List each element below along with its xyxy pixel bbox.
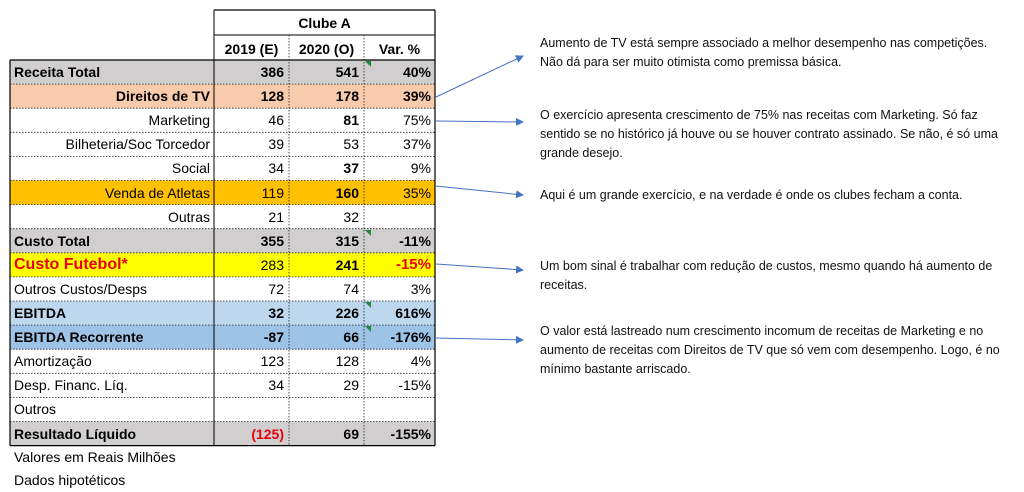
value-2019: 355 — [260, 232, 284, 249]
value-var: -15% — [395, 255, 431, 273]
value-2020: 53 — [343, 136, 359, 153]
row-label: Social — [171, 160, 210, 177]
row-label: Receita Total — [14, 64, 101, 80]
value-2020: 160 — [335, 184, 359, 201]
value-var: 39% — [402, 88, 431, 105]
value-var: 40% — [402, 64, 431, 80]
value-2020: 226 — [335, 305, 359, 321]
row-label: Direitos de TV — [115, 88, 210, 105]
arrow-ebitda — [436, 338, 523, 340]
footnote-hypothetical: Dados hipotéticos — [14, 472, 126, 488]
value-2019: 46 — [268, 112, 284, 129]
header-2019: 2019 (E) — [224, 41, 279, 57]
note-marketing: O exercício apresenta crescimento de 75% nas receitas com Marketing. Só faz sentido se no histórico já houve ou se houver contrato assinado. Se não, é só uma grande desejo. — [540, 108, 998, 160]
value-2019: (125) — [251, 425, 284, 442]
note-ebitda: O valor está lastreado num crescimento incomum de receitas de Marketing e no aumento de receitas com Direitos de TV que só vem com desempenho. Logo, é no mínimo bastante arriscado. — [540, 324, 1000, 376]
row-label: EBITDA Recorrente — [14, 329, 144, 346]
row-label: Outras — [167, 208, 210, 225]
value-2019: 21 — [268, 208, 284, 225]
value-2020: 37 — [343, 160, 359, 177]
value-2020: 81 — [343, 112, 359, 129]
value-2020: 128 — [335, 353, 359, 370]
value-2019: 34 — [268, 377, 284, 394]
value-2020: 315 — [335, 232, 359, 249]
arrow-tv — [436, 56, 523, 97]
value-2019: 119 — [261, 184, 284, 201]
value-2019: 386 — [260, 64, 284, 80]
row-label: Venda de Atletas — [104, 184, 210, 201]
value-var: -155% — [390, 425, 431, 442]
value-var: 4% — [410, 353, 431, 370]
arrow-marketing — [436, 121, 523, 122]
value-2020: 74 — [343, 280, 359, 297]
row-label: Amortização — [14, 353, 92, 370]
value-var: -15% — [398, 377, 431, 394]
cell-marker — [365, 302, 371, 308]
cell-marker — [365, 61, 371, 67]
value-2019: 32 — [268, 305, 284, 321]
value-var: 37% — [402, 136, 431, 153]
value-2020: 241 — [335, 256, 359, 273]
row-label: Custo Futebol* — [14, 255, 128, 273]
row-label: Outros — [14, 401, 57, 418]
value-var: 616% — [395, 305, 431, 321]
row-label: EBITDA — [14, 305, 67, 321]
note-athletes: Aqui é um grande exercício, e na verdade é onde os clubes fecham a conta. — [540, 188, 963, 202]
value-var: 9% — [410, 160, 431, 177]
value-var: 75% — [402, 112, 431, 129]
value-2019: 123 — [260, 353, 284, 370]
value-2019: 34 — [268, 160, 284, 177]
value-2019: 128 — [260, 88, 284, 105]
value-var: 3% — [410, 280, 431, 297]
value-2020: 541 — [335, 64, 359, 80]
value-var: -176% — [390, 329, 431, 346]
value-2020: 29 — [343, 377, 359, 394]
cell-marker — [365, 326, 371, 332]
row-label: Desp. Financ. Líq. — [14, 377, 128, 394]
row-label: Resultado Líquido — [14, 425, 137, 442]
value-2019: -87 — [263, 329, 284, 346]
row-label: Outros Custos/Desps — [14, 280, 148, 297]
value-2019: 72 — [268, 280, 284, 297]
footnote-units: Valores em Reais Milhões — [14, 449, 176, 465]
arrow-costs — [436, 264, 523, 270]
header-var: Var. % — [378, 41, 421, 57]
cell-marker — [365, 230, 371, 236]
value-var: -11% — [399, 232, 431, 249]
value-2020: 178 — [335, 88, 359, 105]
row-label: Marketing — [148, 112, 210, 129]
value-2020: 66 — [343, 329, 359, 346]
row-label: Bilheteria/Soc Torcedor — [65, 136, 210, 153]
note-tv: Aumento de TV está sempre associado a melhor desempenho nas competições. Não dá para ser muito otimista como premissa básica. — [540, 36, 988, 69]
header-clube-a: Clube A — [298, 15, 351, 31]
note-costs: Um bom sinal é trabalhar com redução de custos, mesmo quando há aumento de receitas. — [540, 259, 993, 292]
value-var: 35% — [402, 184, 431, 201]
value-2020: 69 — [343, 425, 359, 442]
value-2019: 283 — [260, 256, 284, 273]
arrow-athletes — [436, 186, 523, 195]
row-label: Custo Total — [14, 232, 90, 249]
header-2020: 2020 (O) — [298, 41, 355, 57]
value-2019: 39 — [268, 136, 284, 153]
value-2020: 32 — [343, 208, 359, 225]
